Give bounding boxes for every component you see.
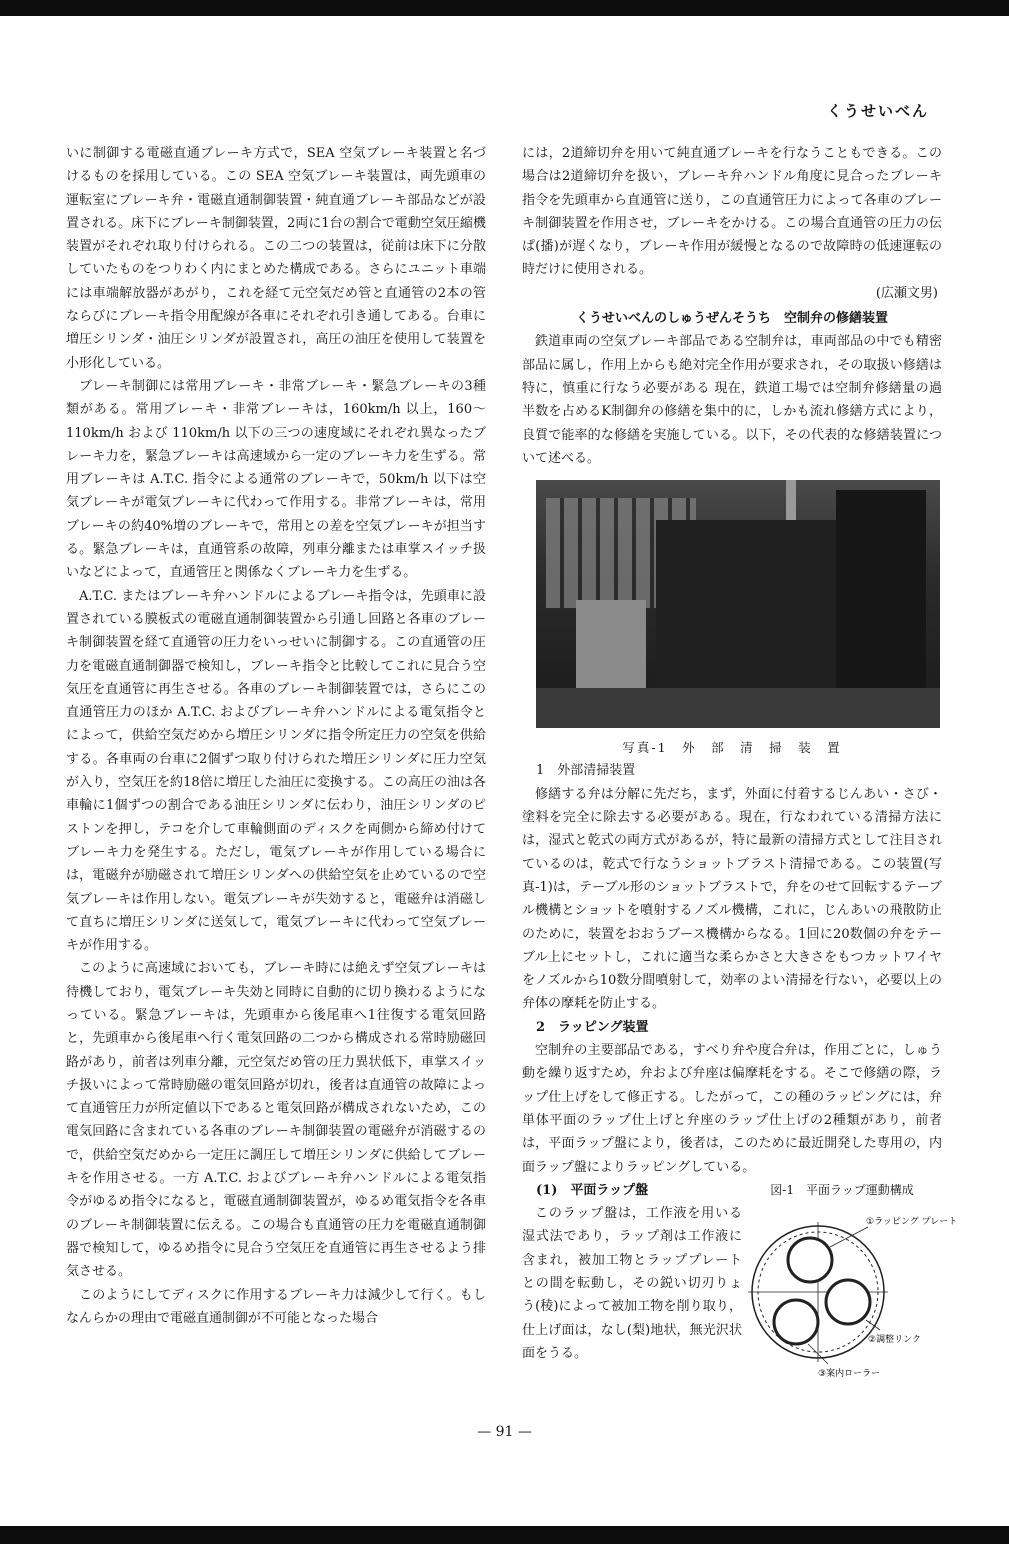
lapping-diagram-svg [748,1202,958,1382]
paragraph: 鉄道車両の空気ブレーキ部品である空制弁は，車両部品の中でも精密部品に属し，作用上からも絶対完全作用が要求され，その取扱い修繕は特に，慎重に行なう必要がある 現在，鉄道工場では空制弁修繕量の過半数を占めるK制御弁の修繕を集中的に，しかも流れ修繕方式により，良質で能率的な修繕を実施している。以下，その代表的な修繕装置について述べる。 [522,334,942,466]
paragraph: このラップ盤は，工作液を用いる湿式法であり，ラップ剤は工作液に含まれ，被加工物とラッププレートとの間を転動し，その鋭い切刃りょう(稜)によって被加工物を削り取り，仕上げ面は，なし(梨)地状，無光沢状面をうる。 [522,1206,742,1361]
paragraph: いに制御する電磁直通ブレーキ方式で，SEA 空気ブレーキ装置と名づけるものを採用している。この SEA 空気ブレーキ装置は，両先頭車の運転室にブレーキ弁・電磁直通制御装置・純直通ブレーキ部品などが設置される。床下にブレーキ制御装置，2両に1台の割合で電動空気圧縮機装置がそれぞれ取り付けられる。この二つの装置は，従前は床下に分散していたものをつりわく内にまとめた構成である。さらにユニット車端には車端解放器があがり，これを経て元空気だめ管と直通管の2本の管ならびにブレーキ指令用配線が各車にそれぞれ引き通してある。台車に増圧シリンダ・油圧シリンダが設置され，高圧の油圧を使用して装置を小形化している。 [66,146,486,371]
bottom-border [0,1526,1009,1544]
figure-label-3: ③案内ローラー [818,1369,881,1380]
figure-label-1: ①ラッピング プレート [866,1217,958,1228]
figure-title: 図-1 平面ラップ運動構成 [770,1182,914,1197]
author-credit: (広瀬文男) [875,285,938,301]
figure-label-2: ②調整リンク [868,1335,921,1346]
paragraph: このようにしてディスクに作用するブレーキ力は減少して行く。もしなんらかの理由で電磁直通制御が不可能となった場合 [66,1287,486,1326]
section-heading: くうせいべんのしゅうぜんそうち 空制弁の修繕装置 [575,311,888,327]
paragraph: ブレーキ制御には常用ブレーキ・非常ブレーキ・緊急ブレーキの3種類がある。常用ブレーキ・非常ブレーキは，160km/h 以上，160〜110km/h および 110km/h 以下の三つの速度域にそれぞれ異なったブレーキ力を，緊急ブレーキは高速域から一定のブレーキ力を生ずる。常用ブレーキは A.T.C. 指令による通常のブレーキで，50km/h 以下は空気ブレーキが電気ブレーキに代わって作用する。非常ブレーキは，常用ブレーキの約40%増のブレーキで，常用との差を空気ブレーキが担当する。緊急ブレーキは，直通管系の故障，列車分離または車掌スイッチ扱いなどによって，直通管圧と関係なくブレーキ力を生ずる。 [66,378,486,581]
figure-lapping-diagram [742,1179,958,1382]
left-column [66,142,486,1330]
subsection-title: (1) 平面ラップ盤 [536,1182,649,1198]
paragraph: A.T.C. またはブレーキ弁ハンドルによるブレーキ指令は，先頭車に設置されている膜板式の電磁直通制御装置から引通し回路と各車のブレーキ制御装置を経て直通管の圧力をいっせいに制御する。この直通管の圧力を電磁直通制御器で検知し，ブレーキ指令と比較してこれに見合う空気圧を直通管に再生させる。各車のブレーキ制御装置では，さらにこの直通管圧力のほか A.T.C. およびブレーキ弁ハンドルによる電気指令とによって，供給空気だめから増圧シリンダに指令所定圧力の空気を供給する。各車両の台車に2個ずつ取り付けられた増圧シリンダに圧力空気が入り，空気圧を約18倍に増圧した油圧に変換する。この高圧の油は各車輪に1個ずつの割合である油圧シリンダに伝わり，油圧シリンダのピストンを押し，テコを介して車輪側面のディスクを両側から締め付けてブレーキ力を発生する。ただし，電気ブレーキが作用している場合には，電磁弁が励磁されて増圧シリンダへの供給空気を止めているので空気ブレーキは作用しない。電気ブレーキが失効すると，電磁弁は消磁して直ちに増圧シリンダに送気して，電気ブレーキに代わって空気ブレーキが作用する。 [66,588,486,954]
subsection-title: 2 ラッピング装置 [536,1019,649,1035]
top-border [0,0,1009,16]
photo-caption: 写真-1 外 部 清 掃 装 置 [622,740,842,756]
paragraph: には，2道締切弁を用いて純直通ブレーキを行なうこともできる。この場合は2道締切弁を扱い，ブレーキ弁ハンドル角度に見合ったブレーキ指令を先頭車から直通管に送り，この直通管圧力によって各車のブレーキ制御装置を作用させ，ブレーキをかける。この場合直通管の圧力の伝ぱ(播)が遅くなり，ブレーキ作用が緩慢となるので故障時の低速運転の時だけに使用される。 [522,146,942,278]
paragraph: 空制弁の主要部品である，すべり弁や度合弁は，作用ごとに，しゅう動を繰り返すため，弁および弁座は偏摩耗をする。そこで修繕の際，ラップ仕上げをして修正する。したがって，この種のラッピングには，弁単体平面のラップ仕上げと弁座のラップ仕上げの2種類があり，前者は，平面ラップ盤により，後者は，このために最近開発した専用の，内面ラップ盤によりラッピングしている。 [522,1043,942,1175]
right-column [522,142,958,1382]
photo-cleaning-machine [536,480,940,728]
paragraph: このように高速域においても，ブレーキ時には絶えず空気ブレーキは待機しており，電気ブレーキ失効と同時に自動的に切り換わるようになっている。緊急ブレーキは，先頭車から後尾車へ1往復する電気回路と，先頭車から後尾車へ行く電気回路の二つから構成される常時励磁回路があり，前者は列車分離，元空気だめ管の圧力異状低下，車掌スイッチ扱いによって常時励磁の電気回路が切れ，後者は直通管の故障によって直通管圧力が所定値以下であると電気回路が構成されないため，この電気回路に含まれている各車のブレーキ制御装置の電磁弁が消磁するので，供給空気だめから一定圧に調圧して増圧シリンダに供給してブレーキを作用させる。一方 A.T.C. およびブレーキ弁ハンドルによる電気指令がゆるめ指令になると，電磁直通制御装置が，ゆるめ電気指令を各車のブレーキ制御装置に伝える。この場合も直通管の圧力を電磁直通制御器で検知して，ゆるめ指令に見合う空気圧を直通管に再生させるよう排気させる。 [66,961,486,1280]
figure-wrap [522,1179,958,1382]
subsection-title: 1 外部清掃装置 [536,763,636,779]
running-head: くうせいべん [826,102,929,120]
paragraph: 修繕する弁は分解に先だち，まず，外面に付着するじんあい・さび・塗料を完全に除去する必要がある。現在，行なわれている清掃方法には，湿式と乾式の両方式があるが，特に最新の清掃方式として注目されているのは，乾式で行なうショットブラスト清掃である。この装置(写真-1)は，テーブル形のショットブラストで，弁をのせて回転するテーブル機構とショットを噴射するノズル機構，これに，じんあいの飛散防止のために，装置をおおうブース機構からなる。1回に20数個の弁をテーブル上にセットし，これに適当な柔らかさと大きさをもつカットワイヤをノズルから10数分間噴射して，効率のよい清掃を行ない，必要以上の弁体の摩耗を防止する。 [522,786,942,1012]
page-number: — 91 — [477,1424,532,1440]
